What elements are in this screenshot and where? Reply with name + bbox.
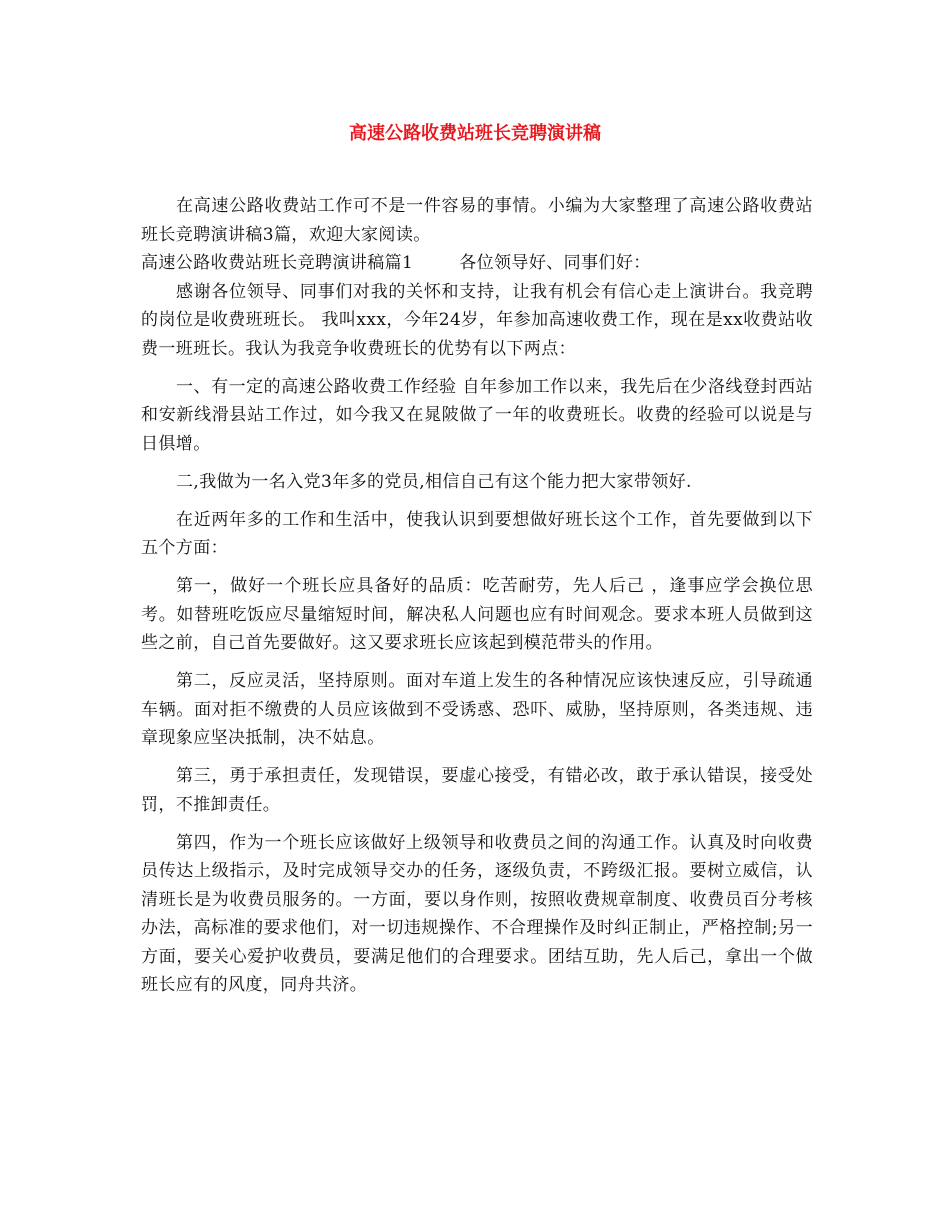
paragraph-advantage-two: 二,我做为一名入党3年多的党员,相信自己有这个能力把大家带领好. (176, 471, 692, 492)
intro-paragraph: 在高速公路收费站工作可不是一件容易的事情。小编为大家整理了高速公路收费站班长竞聘演讲稿3篇，欢迎大家阅读。 (141, 196, 813, 245)
document-body (141, 192, 813, 1000)
paragraph-second: 第二，反应灵活，坚持原则。面对车道上发生的各种情况应该快速反应，引导疏通车辆。面对拒不缴费的人员应该做到不受诱惑、恐吓、威胁，坚持原则，各类违规、违章现象应坚决抵制，决不姑息。 (141, 671, 813, 748)
greeting: 各位领导好、同事们好： (459, 253, 651, 273)
paragraph-thanks: 感谢各位领导、同事们对我的关怀和支持，让我有机会有信心走上演讲台。我竞聘的岗位是收费班班长。 我叫xxx，今年24岁，年参加高速收费工作，现在是xx收费站收费一班班长。我认为我竞争收费班长的优势有以下两点： (141, 281, 813, 359)
paragraph-first: 第一，做好一个班长应具备好的品质：吃苦耐劳，先人后己 ，逢事应学会换位思考。如替班吃饭应尽量缩短时间，解决私人问题也应有时间观念。要求本班人员做到这些之前，自己首先要做好。这又要求班长应该起到模范带头的作用。 (141, 576, 813, 653)
document-title: 高速公路收费站班长竞聘演讲稿 (349, 123, 601, 144)
paragraph-fourth: 第四，作为一个班长应该做好上级领导和收费员之间的沟通工作。认真及时向收费员传达上级指示，及时完成领导交办的任务，逐级负责，不跨级汇报。要树立威信，认清班长是为收费员服务的。一方面，要以身作则，按照收费规章制度、收费员百分考核办法，高标准的要求他们，对一切违规操作、不合理操作及时纠正制止，严格控制;另一方面，要关心爱护收费员，要满足他们的合理要求。团结互助，先人后己，拿出一个做班长应有的风度，同舟共济。 (141, 832, 813, 995)
paragraph-third: 第三，勇于承担责任，发现错误，要虚心接受，有错必改，敢于承认错误，接受处罚，不推卸责任。 (141, 766, 813, 815)
paragraph-advantage-one: 一、有一定的高速公路收费工作经验 自年参加工作以来，我先后在少洛线登封西站和安新线滑县站工作过，如今我又在晁陂做了一年的收费班长。收费的经验可以说是与日俱增。 (141, 376, 813, 454)
paragraph-five-aspects: 在近两年多的工作和生活中，使我认识到要想做好班长这个工作，首先要做到以下五个方面： (141, 509, 813, 558)
section-heading: 高速公路收费站班长竞聘演讲稿篇1 (141, 253, 414, 273)
section-heading-line (141, 249, 813, 278)
